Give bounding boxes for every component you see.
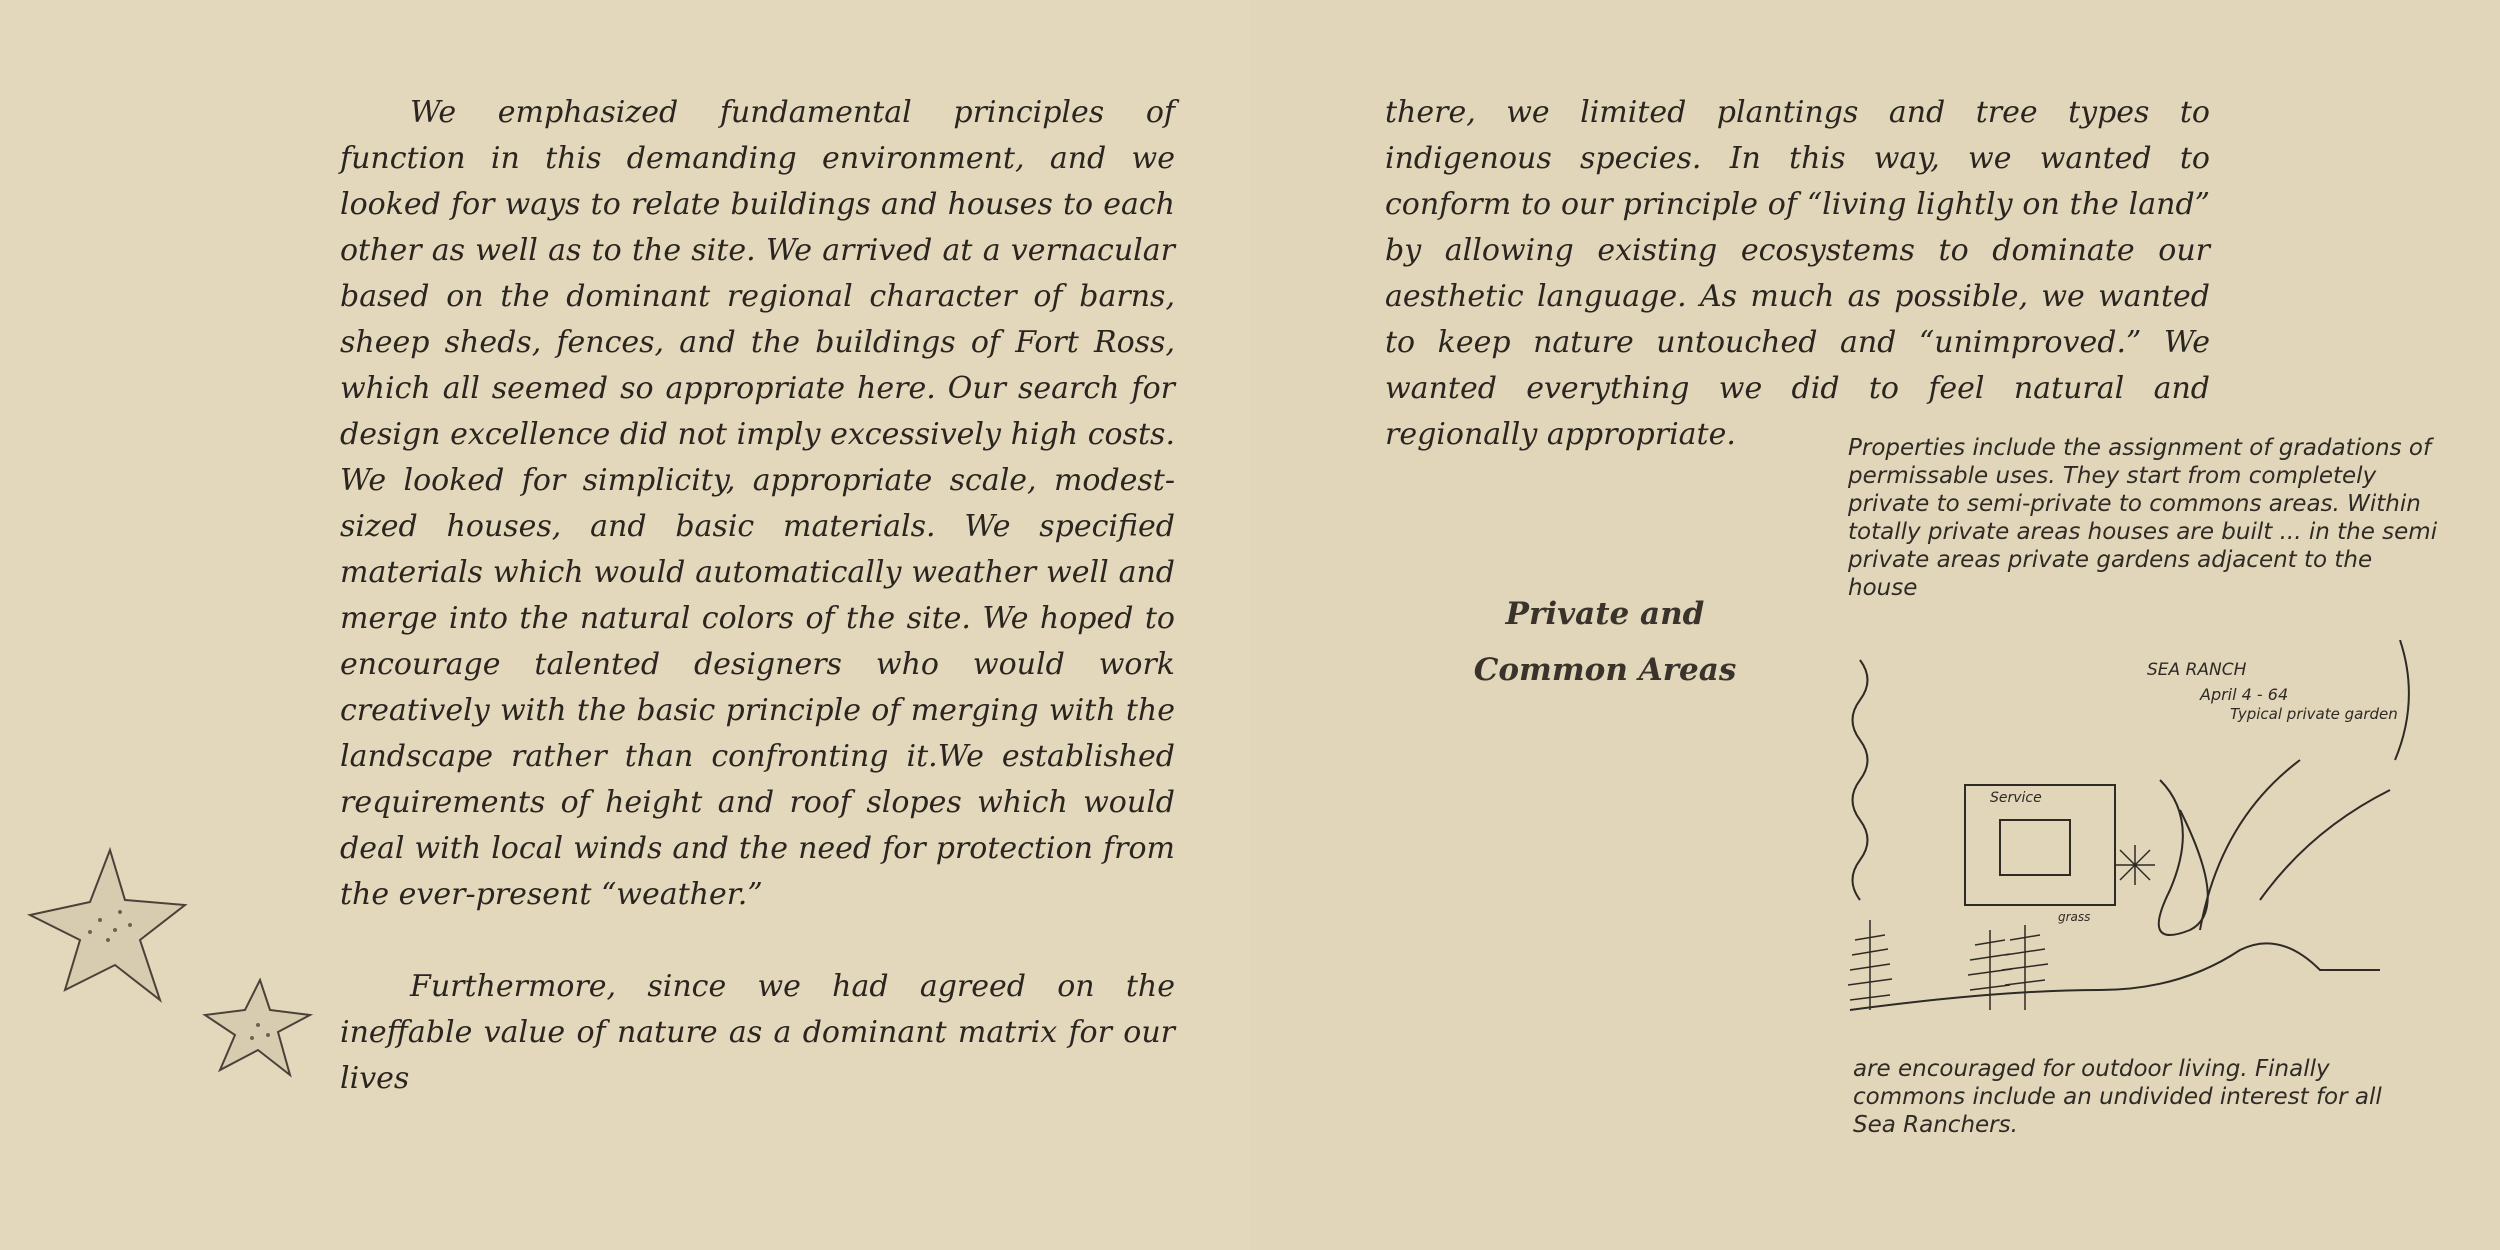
left-body-text: [340, 90, 1175, 1102]
sketch-label-date: April 4 - 64: [2200, 685, 2289, 704]
handwritten-note-top: Properties include the assignment of gradations of permissable uses. They start from completely private to semi-private to commons areas. Within totally private areas houses are built ... in the semi private areas private gardens adjacent to the house: [1848, 435, 2438, 601]
sketch-tree-1: [1848, 920, 1892, 1010]
sketch-sun: [2115, 845, 2155, 885]
section-heading-line-2: Common Areas: [1473, 652, 1737, 688]
sketch-wavy-line: [1853, 660, 1868, 900]
right-paragraph: there, we limited plantings and tree types to indigenous species. In this way, we wanted to conform to our principle of “living lightly on the land” by allowing existing ecosystems to dominate our aesthetic language. As much as possible, we wanted to keep nature untouched and “unimproved.” We wanted everything we did to feel natural and regionally appropriate.: [1385, 95, 2210, 452]
sketch-road: [2200, 760, 2300, 930]
sketch-label-subject: Typical private garden: [2230, 705, 2398, 723]
sketch-tree-3: [2002, 925, 2048, 1010]
starfish-small: [205, 980, 310, 1075]
starfish-illustration: [20, 840, 330, 1080]
sketch-curve-right: [2395, 640, 2409, 760]
starfish-large: [30, 850, 185, 1000]
left-paragraph-2: Furthermore, since we had agreed on the ineffable value of nature as a dominant matrix for our lives: [340, 969, 1175, 1096]
site-sketch: [1830, 640, 2430, 1060]
left-paragraph-1: We emphasized fundamental principles of function in this demanding environment, and we looked for ways to relate buildings and houses to each other as well as to the site. We arrived at a vernacular based on the dominant regional character of barns, sheep sheds, fences, and the buildings of Fort Ross, which all seemed so appropriate here. Our search for design excellence did not imply excessively high costs. We looked for simplicity, appropriate scale, modest-sized houses, and basic materials. We specified materials which would automatically weather well and merge into the natural colors of the site. We hoped to encourage talented designers who would work creatively with the basic principle of merging with the landscape rather than confronting it.We established requirements of height and roof slopes which would deal with local winds and the need for protection from the ever-present “weather.”: [340, 95, 1175, 912]
handwritten-note-bottom: are encouraged for outdoor living. Finally commons include an undivided interest for all Sea Ranchers.: [1853, 1056, 2382, 1138]
right-body-text: [1385, 90, 2210, 458]
sketch-house-inner: [2000, 820, 2070, 875]
sketch-road-2: [2260, 790, 2390, 900]
sketch-label-grass: grass: [2058, 910, 2091, 924]
sketch-label-place: SEA RANCH: [2147, 660, 2247, 680]
sketch-garden-path: [2159, 780, 2208, 935]
sketch-label-service: Service: [1990, 790, 2042, 806]
section-heading-line-1: Private and: [1505, 596, 1705, 632]
sketch-ground: [1850, 943, 2380, 1010]
